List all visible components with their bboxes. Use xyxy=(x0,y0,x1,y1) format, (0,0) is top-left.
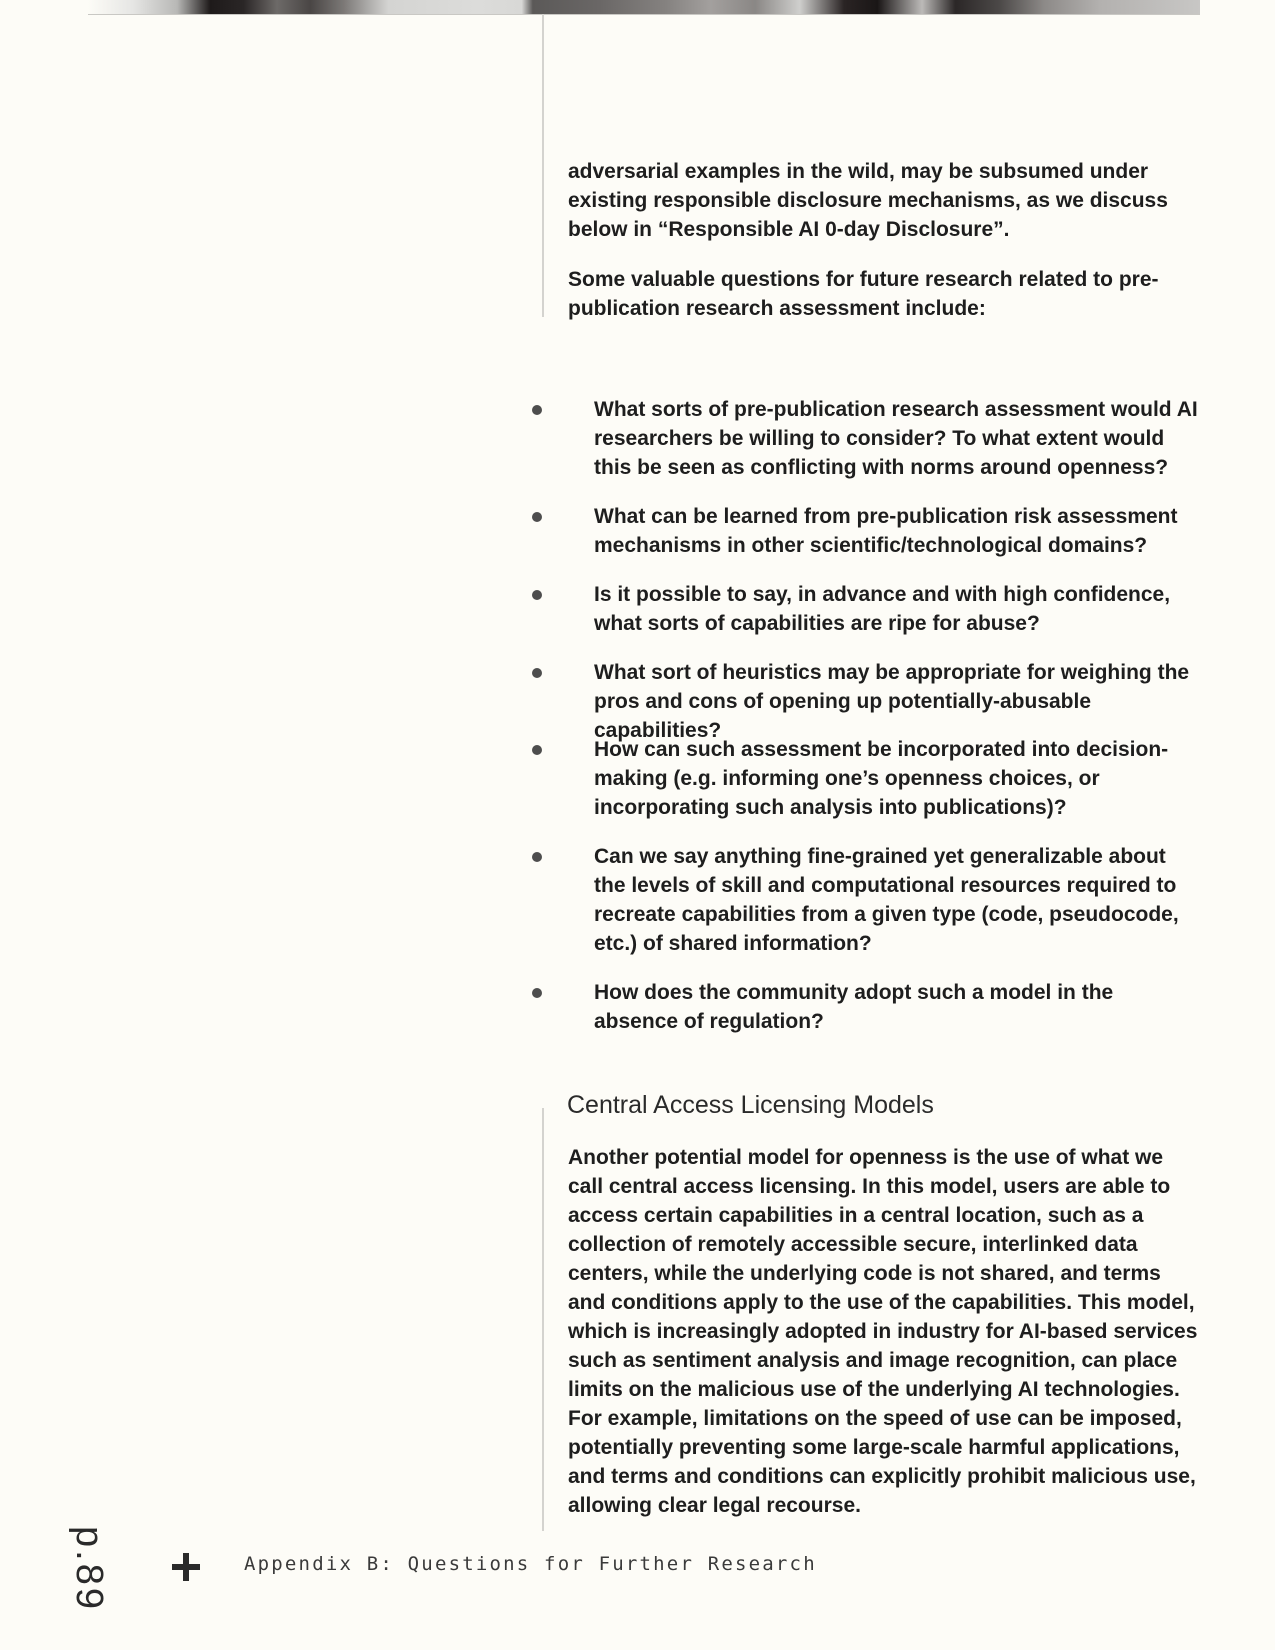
list-item-text: What sort of heuristics may be appropriate for weighing the pros and cons of opening up potentially-abusable capabilities? xyxy=(594,661,1190,742)
list-item-text: What sorts of pre-publication research assessment would AI researchers be willing to consider? To what extent would this be seen as conflicting with norms around openness? xyxy=(594,398,1198,479)
page-number: p.89 xyxy=(68,1526,110,1612)
bullet-icon xyxy=(532,852,542,862)
column-rule-bottom xyxy=(542,1108,544,1531)
list-item-text: Can we say anything fine-grained yet generalizable about the levels of skill and computational resources required to recreate capabilities from a given type (code, pseudocode, etc.) of shared information? xyxy=(594,845,1179,955)
body-paragraph-3: Another potential model for openness is the use of what we call central access licensing. In this model, users are able to access certain capabilities in a central location, such as a collection of remotely accessible secure, interlinked data centers, while the underlying code is not shared, and terms and conditions apply to the use of the capabilities. This model, which is increasingly adopted in industry for AI-based services such as sentiment analysis and image recognition, can place limits on the malicious use of the underlying AI technologies. For example, limitations on the speed of use can be imposed, potentially preventing some large-scale harmful applications, and terms and conditions can explicitly prohibit malicious use, allowing clear legal recourse. xyxy=(568,1146,1198,1517)
bullet-icon xyxy=(532,668,542,678)
list-item-text: How does the community adopt such a model in the absence of regulation? xyxy=(594,981,1114,1033)
list-item-text: What can be learned from pre-publication risk assessment mechanisms in other scientific/technological domains? xyxy=(594,505,1178,557)
column-rule-top xyxy=(542,14,544,317)
plus-icon xyxy=(172,1553,200,1581)
body-paragraph-1: adversarial examples in the wild, may be subsumed under existing responsible disclosure mechanisms, as we discuss below in “Responsible AI 0-day Disclosure”. xyxy=(568,160,1168,241)
footer-section-label: Appendix B: Questions for Further Research xyxy=(244,1553,817,1575)
section-heading: Central Access Licensing Models xyxy=(567,1091,934,1119)
list-item-text: Is it possible to say, in advance and with high confidence, what sorts of capabilities are ripe for abuse? xyxy=(594,583,1171,635)
bullet-icon xyxy=(532,988,542,998)
body-paragraph-2: Some valuable questions for future research related to pre-publication research assessment include: xyxy=(568,268,1159,320)
bullet-icon xyxy=(532,405,542,415)
header-gradient-bar xyxy=(88,0,1200,15)
list-item-text: How can such assessment be incorporated into decision-making (e.g. informing one’s openness choices, or incorporating such analysis into publications)? xyxy=(594,738,1169,819)
bullet-icon xyxy=(532,745,542,755)
bullet-icon xyxy=(532,512,542,522)
bullet-icon xyxy=(532,590,542,600)
